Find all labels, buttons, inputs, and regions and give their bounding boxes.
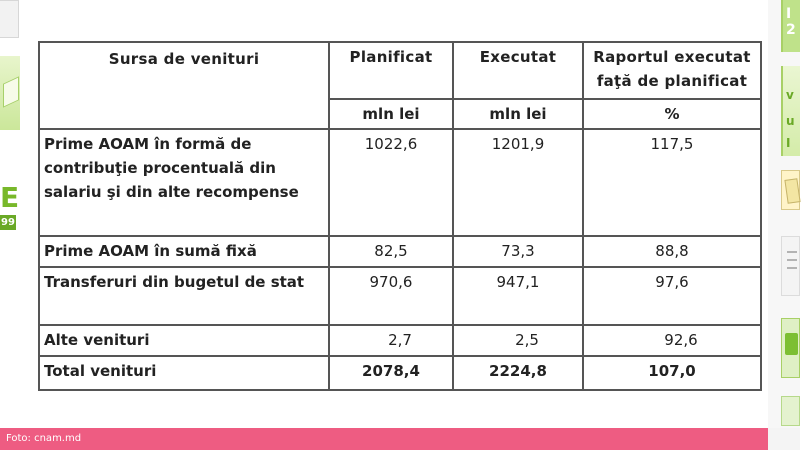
row-executed: 73,3 (453, 236, 583, 266)
unit-planned: mln lei (329, 99, 453, 129)
footer-right-edge (768, 428, 800, 450)
right-banner-document[interactable] (781, 236, 800, 296)
table-total-row (39, 356, 761, 390)
row-planned: 2,7 (329, 325, 453, 355)
row-source: Prime AOAM în sumă fixă (39, 236, 329, 266)
banknote-icon (784, 178, 800, 204)
row-planned: 82,5 (329, 236, 453, 266)
logo-number: 99 (1, 217, 15, 228)
row-executed: 1201,9 (453, 129, 583, 236)
table-row (39, 236, 761, 266)
table-header-row (39, 42, 761, 99)
row-source: Prime AOAM în formă de contribuţie procentuală din salariu şi din alte recompense (39, 129, 329, 236)
right-banner-money[interactable] (781, 170, 800, 210)
unit-ratio: % (583, 99, 761, 129)
table-row (39, 129, 761, 236)
left-partial-logo (0, 181, 20, 233)
right-banner-green-text-2: u (786, 114, 795, 128)
right-banner-bottom[interactable] (781, 396, 800, 426)
text-line-icon (787, 259, 797, 261)
right-banner-top[interactable] (781, 0, 800, 52)
header-planned: Planificat (329, 42, 453, 99)
right-banner-green-text-1: v (786, 88, 794, 102)
row-ratio: 117,5 (583, 129, 761, 236)
text-line-icon (787, 267, 797, 269)
row-source: Alte venituri (39, 325, 329, 355)
unit-executed: mln lei (453, 99, 583, 129)
row-executed: 2,5 (453, 325, 583, 355)
photo-caption-bar (0, 428, 800, 450)
revenue-table (38, 41, 762, 391)
row-ratio: 88,8 (583, 236, 761, 266)
row-ratio: 97,6 (583, 267, 761, 326)
row-source: Transferuri din bugetul de stat (39, 267, 329, 326)
header-ratio-line2: faţă de planificat (596, 72, 748, 90)
photo-caption: Foto: cnam.md (6, 433, 82, 444)
row-planned: 1022,6 (329, 129, 453, 236)
total-planned: 2078,4 (329, 356, 453, 390)
left-partial-banner[interactable] (0, 56, 20, 130)
header-source: Sursa de venituri (39, 42, 329, 129)
right-banner-green-text-3: I (786, 136, 791, 150)
row-planned: 970,6 (329, 267, 453, 326)
header-ratio-line1: Raportul executat (593, 48, 751, 66)
checkmark-icon (785, 333, 798, 355)
right-banner-top-text: I 2 (786, 6, 796, 38)
total-ratio: 107,0 (583, 356, 761, 390)
left-partial-box (0, 0, 19, 38)
row-ratio: 92,6 (583, 325, 761, 355)
total-source: Total venituri (39, 356, 329, 390)
table-row (39, 325, 761, 355)
header-ratio (583, 42, 761, 99)
table-row (39, 267, 761, 326)
revenue-table-container (38, 41, 760, 391)
text-line-icon (787, 251, 797, 253)
right-banner-green[interactable] (781, 66, 800, 156)
row-executed: 947,1 (453, 267, 583, 326)
right-banner-check[interactable] (781, 318, 800, 378)
document-icon (3, 76, 19, 107)
logo-letter: E (0, 181, 20, 214)
header-executed: Executat (453, 42, 583, 99)
total-executed: 2224,8 (453, 356, 583, 390)
